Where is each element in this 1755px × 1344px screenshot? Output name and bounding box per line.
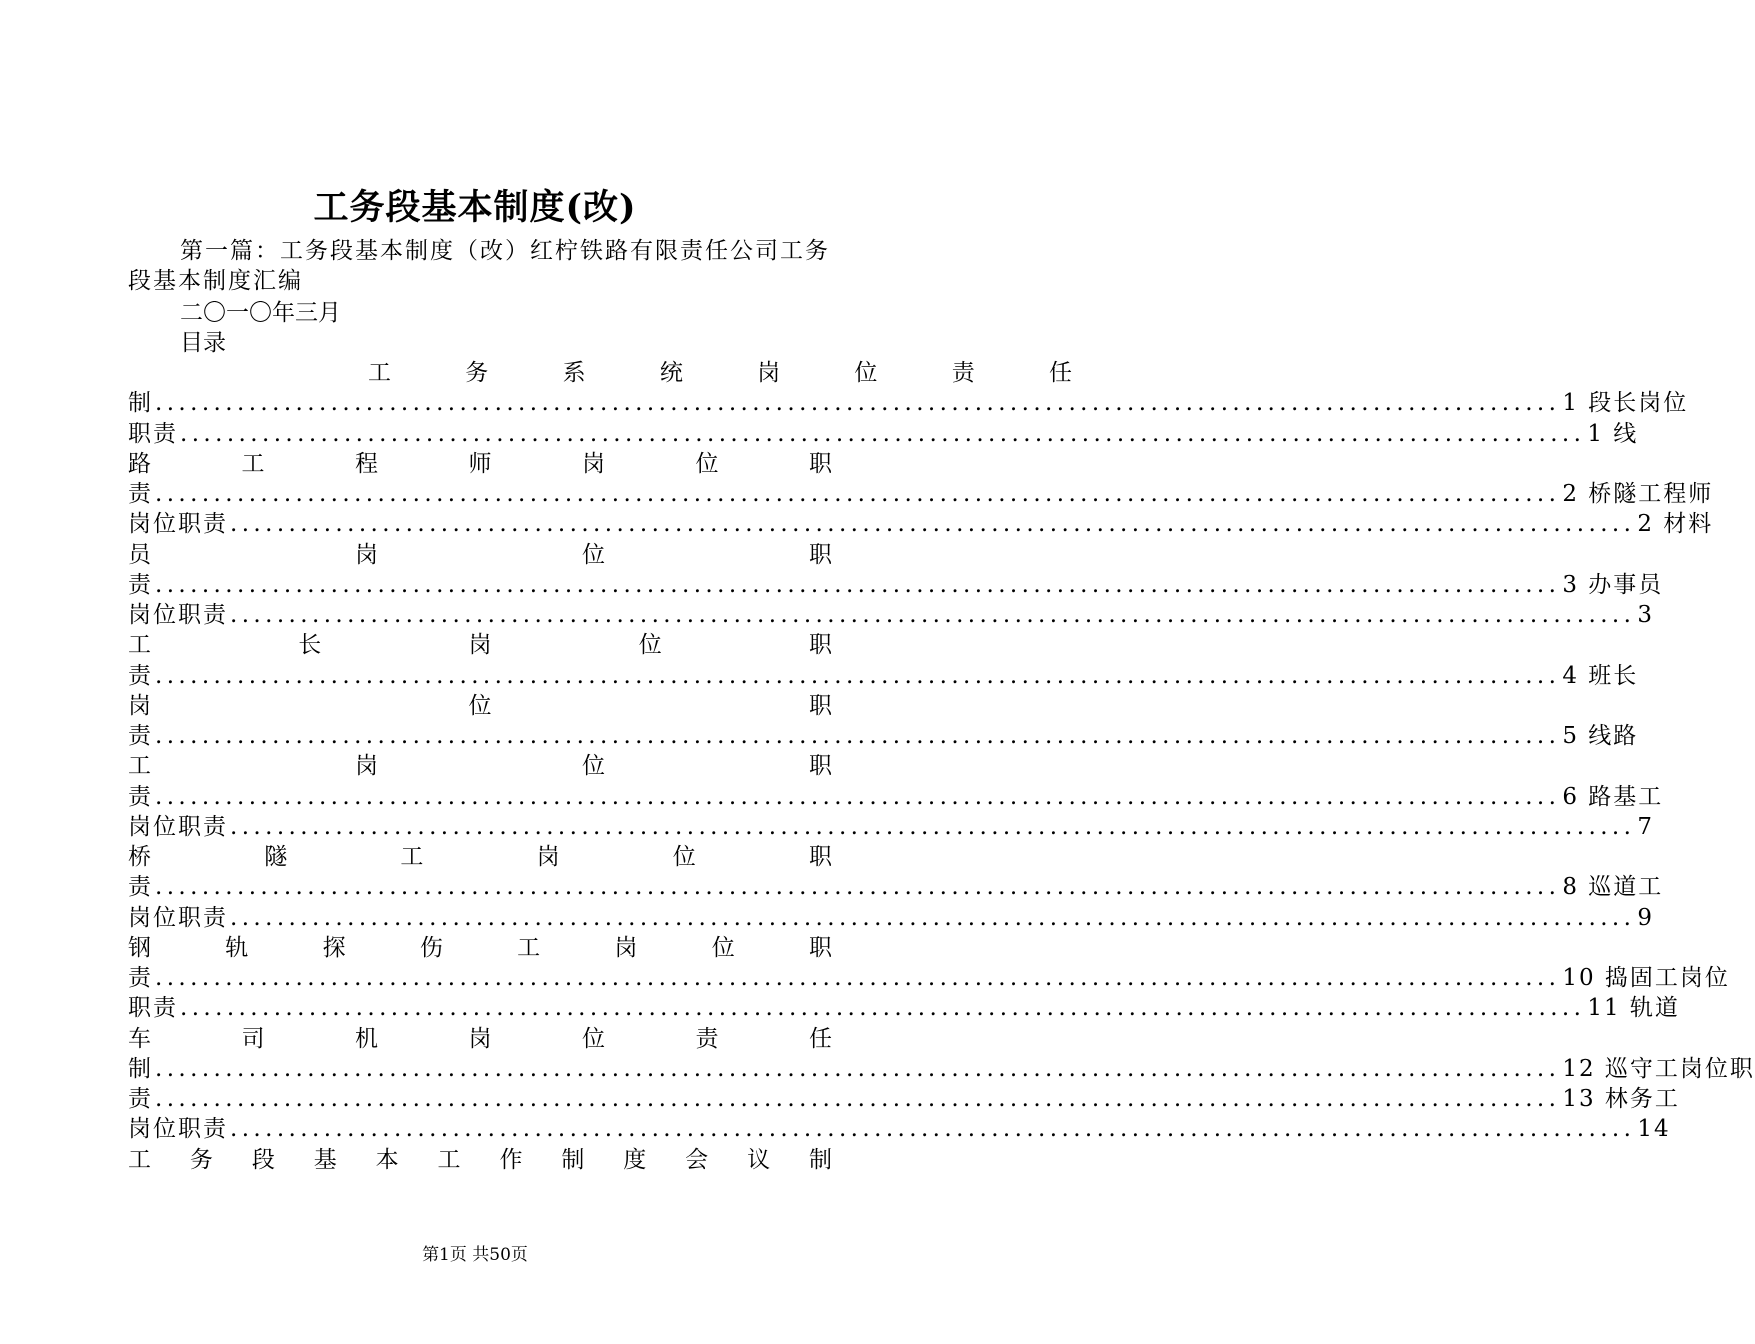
toc-entry-line — [128, 903, 1654, 933]
toc-char: 职 — [809, 753, 832, 780]
toc-char: 位 — [638, 632, 662, 659]
toc-char: 职 — [809, 632, 832, 659]
toc-entry-line — [128, 479, 1714, 509]
dot-leader: ........................................................................................................................ — [180, 420, 1586, 447]
toc-entry-line — [128, 1114, 1671, 1144]
toc-char: 位 — [854, 360, 878, 386]
toc-entry-head: 制 — [128, 390, 153, 417]
toc-entry-head: 责 — [128, 965, 153, 991]
dot-leader: ........................................................................................................................ — [155, 783, 1561, 810]
toc-char: 工 — [128, 753, 151, 780]
dot-leader: ........................................................................................................................ — [155, 965, 1561, 991]
toc-char: 工 — [400, 844, 424, 870]
toc-entry-tail: 1 段长岗位 — [1562, 390, 1689, 417]
toc-entry-tail: 14 — [1637, 1116, 1671, 1143]
intro-paragraph: 第一篇：工务段基本制度（改）红柠铁路有限责任公司工务段基本制度汇编 — [128, 238, 830, 295]
toc-char: 职 — [809, 541, 832, 568]
dot-leader: ........................................................................................................................ — [155, 481, 1561, 507]
toc-char: 位 — [672, 844, 696, 870]
toc-entry-tail: 3 — [1637, 602, 1654, 628]
toc-entry-line — [128, 600, 1654, 630]
toc-entry-line — [128, 1084, 1680, 1114]
toc-char: 岗 — [757, 360, 781, 386]
toc-entry-tail: 12 巡守工岗位职 — [1562, 1055, 1755, 1082]
toc-char: 工 — [437, 1146, 461, 1173]
toc-entry-head: 责 — [128, 723, 153, 749]
toc-char: 师 — [468, 450, 492, 477]
toc-spaced-line — [128, 933, 832, 963]
toc-char: 位 — [582, 1025, 605, 1052]
toc-char: 岗 — [614, 934, 638, 961]
toc-char: 段 — [251, 1146, 275, 1173]
toc-entry-head: 职责 — [128, 995, 178, 1022]
toc-entry-tail: 6 路基工 — [1562, 783, 1664, 810]
toc-char: 车 — [128, 1025, 151, 1052]
toc-spaced-line — [128, 630, 832, 660]
toc-entry-line — [128, 388, 1689, 418]
toc-entry-line — [128, 721, 1639, 751]
toc-char: 长 — [298, 632, 322, 659]
dot-leader: ........................................................................................................................ — [180, 995, 1586, 1022]
toc-char: 职 — [809, 450, 832, 477]
toc-entry-line — [128, 993, 1680, 1023]
toc-char: 员 — [128, 541, 151, 568]
toc-char: 作 — [499, 1146, 523, 1173]
toc-char: 位 — [711, 934, 735, 961]
toc-entry-head: 责 — [128, 662, 153, 689]
toc-entry-line — [128, 963, 1730, 993]
toc-entry-head: 岗位职责 — [128, 1116, 228, 1143]
toc-entry-head: 责 — [128, 481, 153, 507]
toc-entry-head: 责 — [128, 783, 153, 810]
toc-char: 务 — [189, 1146, 213, 1173]
toc-char: 探 — [322, 934, 346, 961]
toc-entry-line — [128, 661, 1639, 691]
toc-char: 轨 — [225, 934, 249, 961]
toc-entry-head: 责 — [128, 874, 153, 901]
toc-entry-line — [128, 1054, 1755, 1084]
toc-char: 机 — [355, 1025, 378, 1052]
toc-char: 司 — [241, 1025, 265, 1052]
toc-char: 隧 — [264, 844, 288, 870]
toc-entry-tail: 3 办事员 — [1562, 571, 1664, 598]
toc-char: 桥 — [128, 844, 151, 870]
toc-heading: 目录 — [180, 330, 226, 356]
toc-entry-head: 制 — [128, 1055, 153, 1082]
toc-char: 系 — [562, 360, 586, 386]
toc-char: 务 — [465, 360, 489, 386]
dot-leader: ........................................................................................................................ — [155, 662, 1561, 689]
toc-entry-tail: 5 线路 — [1562, 723, 1639, 749]
toc-char: 任 — [809, 1025, 832, 1052]
toc-char: 位 — [468, 692, 492, 719]
toc-entry-tail: 2 材料 — [1637, 511, 1714, 538]
toc-char: 本 — [375, 1146, 399, 1173]
toc-spaced-line — [128, 449, 832, 479]
dot-leader: ........................................................................................................................ — [155, 1086, 1561, 1112]
toc-spaced-line — [128, 1145, 832, 1175]
toc-char: 统 — [659, 360, 683, 386]
toc-char: 议 — [747, 1146, 771, 1173]
toc-entry-line — [128, 509, 1714, 539]
dot-leader: ........................................................................................................................ — [155, 1055, 1561, 1082]
dot-leader: ........................................................................................................................ — [155, 874, 1561, 901]
toc-entry-tail: 2 桥隧工程师 — [1562, 481, 1714, 507]
toc-char: 程 — [355, 450, 378, 477]
toc-char: 会 — [685, 1146, 709, 1173]
page-footer: 第1页 共50页 — [422, 1245, 528, 1265]
toc-char: 职 — [808, 934, 832, 961]
toc-char: 任 — [1048, 360, 1072, 386]
toc-entry-tail: 9 — [1637, 904, 1654, 931]
toc-char: 伤 — [419, 934, 443, 961]
toc-spaced-line — [128, 751, 832, 781]
toc-entry-head: 岗位职责 — [128, 511, 228, 538]
toc-entry-tail: 4 班长 — [1562, 662, 1639, 689]
toc-char: 位 — [695, 450, 719, 477]
toc-entry-line — [128, 812, 1654, 842]
toc-entry-head: 责 — [128, 1086, 153, 1112]
toc-char: 制 — [561, 1146, 585, 1173]
toc-char: 岗 — [536, 844, 560, 870]
toc-char: 责 — [695, 1025, 719, 1052]
dot-leader: ........................................................................................................................ — [230, 511, 1636, 538]
toc-spaced-line — [128, 540, 832, 570]
dot-leader: ........................................................................................................................ — [155, 571, 1561, 598]
toc-entry-head: 责 — [128, 571, 153, 598]
dot-leader: ........................................................................................................................ — [230, 1116, 1636, 1143]
toc-char: 岗 — [355, 541, 378, 568]
dot-leader: ........................................................................................................................ — [230, 813, 1636, 840]
toc-entry-line — [128, 872, 1664, 902]
toc-char: 岗 — [468, 1025, 492, 1052]
dot-leader: ........................................................................................................................ — [155, 390, 1561, 417]
toc-char: 路 — [128, 450, 151, 477]
toc-char: 位 — [582, 541, 605, 568]
toc-char: 位 — [582, 753, 605, 780]
toc-entry-head: 岗位职责 — [128, 813, 228, 840]
toc-char: 岗 — [355, 753, 378, 780]
toc-entry-tail: 11 轨道 — [1587, 995, 1680, 1022]
toc-char: 工 — [128, 632, 151, 659]
toc-entry-tail: 13 林务工 — [1562, 1086, 1680, 1112]
dot-leader: ........................................................................................................................ — [230, 904, 1636, 931]
toc-char: 责 — [951, 360, 975, 386]
toc-entry-head: 岗位职责 — [128, 602, 228, 628]
toc-entry-head: 职责 — [128, 420, 178, 447]
toc-char: 职 — [809, 692, 832, 719]
toc-char: 制 — [808, 1146, 832, 1173]
toc-spaced-line — [128, 691, 832, 721]
toc-spaced-line — [128, 1024, 832, 1054]
toc-entry-line — [128, 782, 1664, 812]
toc-entry-line — [128, 419, 1639, 449]
toc-entry-line — [128, 570, 1664, 600]
toc-entry-tail: 10 捣固工岗位 — [1562, 965, 1730, 991]
document-title: 工务段基本制度(改) — [313, 187, 637, 228]
toc-char: 钢 — [128, 934, 151, 961]
toc-entry-head: 岗位职责 — [128, 904, 228, 931]
toc-entry-tail: 8 巡道工 — [1562, 874, 1664, 901]
toc-spaced-line — [128, 842, 832, 872]
toc-char: 基 — [313, 1146, 337, 1173]
toc-entry-tail: 7 — [1637, 813, 1654, 840]
dot-leader: ........................................................................................................................ — [230, 602, 1636, 628]
toc-spaced-line — [128, 358, 1072, 388]
toc-char: 工 — [517, 934, 541, 961]
toc-char: 岗 — [468, 632, 492, 659]
dot-leader: ........................................................................................................................ — [155, 723, 1561, 749]
toc-char: 岗 — [582, 450, 605, 477]
toc-char: 职 — [808, 844, 832, 870]
toc-entry-tail: 1 线 — [1587, 420, 1639, 447]
toc-char: 工 — [128, 1146, 151, 1173]
date-line: 二〇一〇年三月 — [180, 300, 341, 326]
toc-char: 岗 — [128, 692, 151, 719]
toc-char: 工 — [368, 360, 391, 386]
toc-char: 工 — [241, 450, 265, 477]
toc-char: 度 — [623, 1146, 647, 1173]
